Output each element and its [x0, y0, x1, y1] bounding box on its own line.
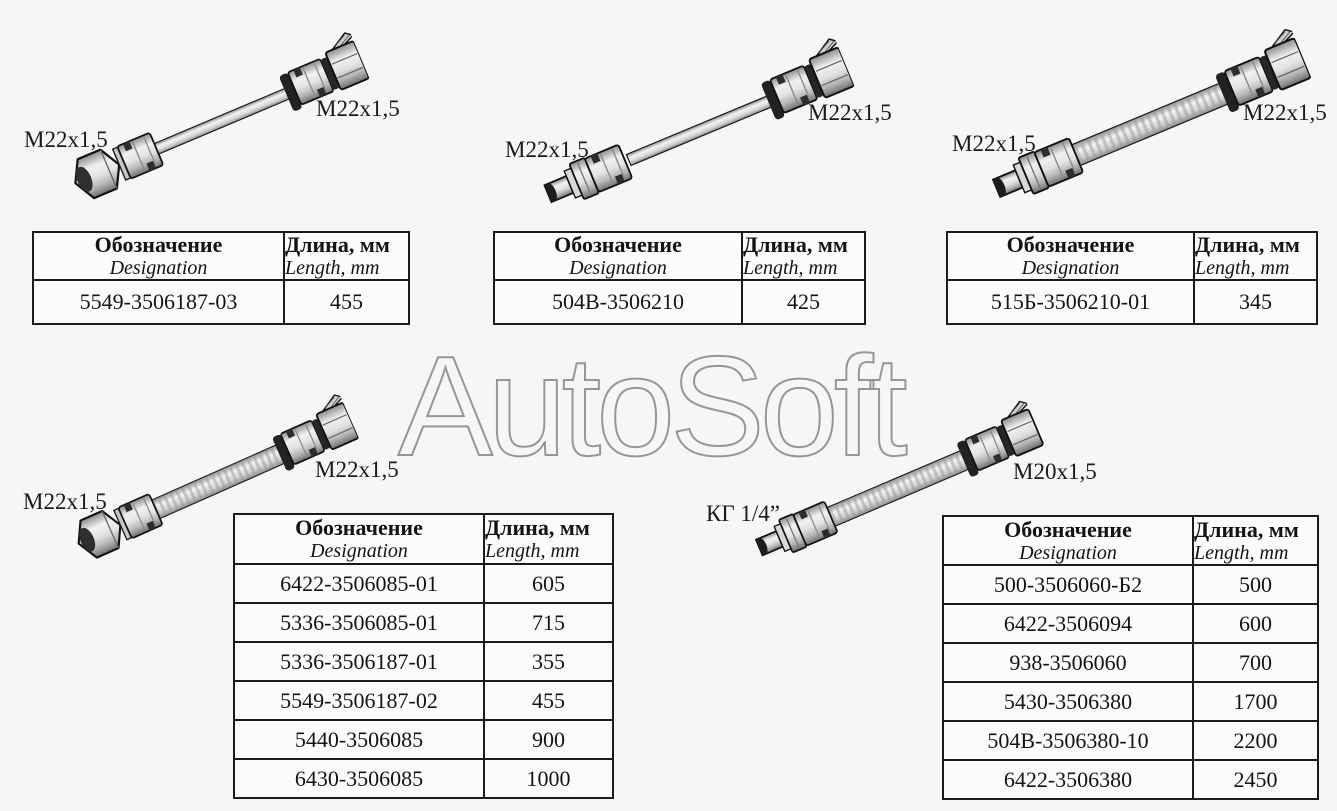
watermark-text: AutoSoft — [398, 330, 903, 486]
table-row — [943, 565, 1318, 604]
designation-cell: 6422-3506380 — [943, 760, 1193, 799]
length-cell: 715 — [484, 603, 613, 642]
table-row — [943, 760, 1318, 799]
length-cell: 1000 — [484, 759, 613, 798]
hose-drawing-straight-spigot-nut — [528, 30, 863, 234]
hose-figure-1 — [55, 25, 379, 223]
spec-table-4 — [233, 513, 614, 799]
thread-label-right: М22х1,5 — [808, 100, 892, 125]
designation-cell: 504В-3506380-10 — [943, 721, 1193, 760]
length-cell: 605 — [484, 564, 613, 603]
hose-drawing-straight-nut-nut — [55, 25, 379, 223]
designation-header: Обозначение Designation — [947, 232, 1194, 280]
designation-cell: 5336-3506085-01 — [234, 603, 484, 642]
designation-cell: 6422-3506085-01 — [234, 564, 484, 603]
designation-cell: 6430-3506085 — [234, 759, 484, 798]
length-cell: 600 — [1193, 604, 1318, 643]
table-row — [234, 642, 613, 681]
length-cell: 900 — [484, 720, 613, 759]
length-cell: 500 — [1193, 565, 1318, 604]
length-cell: 1700 — [1193, 682, 1318, 721]
length-cell: 345 — [1194, 280, 1317, 324]
length-cell: 425 — [742, 280, 865, 324]
length-header: Длина, мм Length, mm — [742, 232, 865, 280]
thread-label-left: М22х1,5 — [505, 137, 589, 162]
spec-table-1 — [32, 231, 410, 325]
designation-cell: 6422-3506094 — [943, 604, 1193, 643]
length-cell: 2450 — [1193, 760, 1318, 799]
designation-cell: 5430-3506380 — [943, 682, 1193, 721]
length-cell: 455 — [484, 681, 613, 720]
thread-label-right: М22х1,5 — [316, 96, 400, 121]
table-row — [943, 721, 1318, 760]
length-cell: 455 — [284, 280, 409, 324]
designation-cell: 515Б-3506210-01 — [947, 280, 1194, 324]
table-row — [494, 280, 865, 324]
table-row — [234, 681, 613, 720]
designation-header: Обозначение Designation — [494, 232, 742, 280]
spec-table-5 — [942, 515, 1319, 800]
length-cell: 355 — [484, 642, 613, 681]
designation-cell: 938-3506060 — [943, 643, 1193, 682]
designation-header: Обозначение Designation — [943, 516, 1193, 565]
thread-label-left: М22х1,5 — [24, 127, 108, 152]
spec-table-2 — [493, 231, 866, 325]
designation-cell: 5549-3506187-02 — [234, 681, 484, 720]
table-row — [943, 682, 1318, 721]
table-row — [943, 643, 1318, 682]
thread-label-left: М22х1,5 — [23, 489, 107, 514]
hose-figure-2 — [528, 30, 863, 234]
thread-label-right: М20х1,5 — [1013, 459, 1097, 484]
table-row — [234, 720, 613, 759]
thread-label-right: М22х1,5 — [315, 457, 399, 482]
designation-cell: 500-3506060-Б2 — [943, 565, 1193, 604]
designation-cell: 5336-3506187-01 — [234, 642, 484, 681]
designation-header: Обозначение Designation — [234, 514, 484, 564]
thread-label-left: КГ 1/4” — [706, 501, 780, 526]
length-cell: 700 — [1193, 643, 1318, 682]
designation-cell: 5440-3506085 — [234, 720, 484, 759]
length-header: Длина, мм Length, mm — [284, 232, 409, 280]
length-header: Длина, мм Length, mm — [484, 514, 613, 564]
length-header: Длина, мм Length, mm — [1193, 516, 1318, 565]
length-header: Длина, мм Length, mm — [1194, 232, 1317, 280]
designation-cell: 504В-3506210 — [494, 280, 742, 324]
table-row — [234, 603, 613, 642]
table-row — [234, 759, 613, 798]
table-row — [947, 280, 1317, 324]
table-row — [33, 280, 409, 324]
designation-header: Обозначение Designation — [33, 232, 284, 280]
table-row — [943, 604, 1318, 643]
designation-cell: 5549-3506187-03 — [33, 280, 284, 324]
table-row — [234, 564, 613, 603]
thread-label-left: М22х1,5 — [952, 131, 1036, 156]
thread-label-right: М22х1,5 — [1243, 100, 1327, 125]
length-cell: 2200 — [1193, 721, 1318, 760]
spec-table-3 — [946, 231, 1318, 325]
